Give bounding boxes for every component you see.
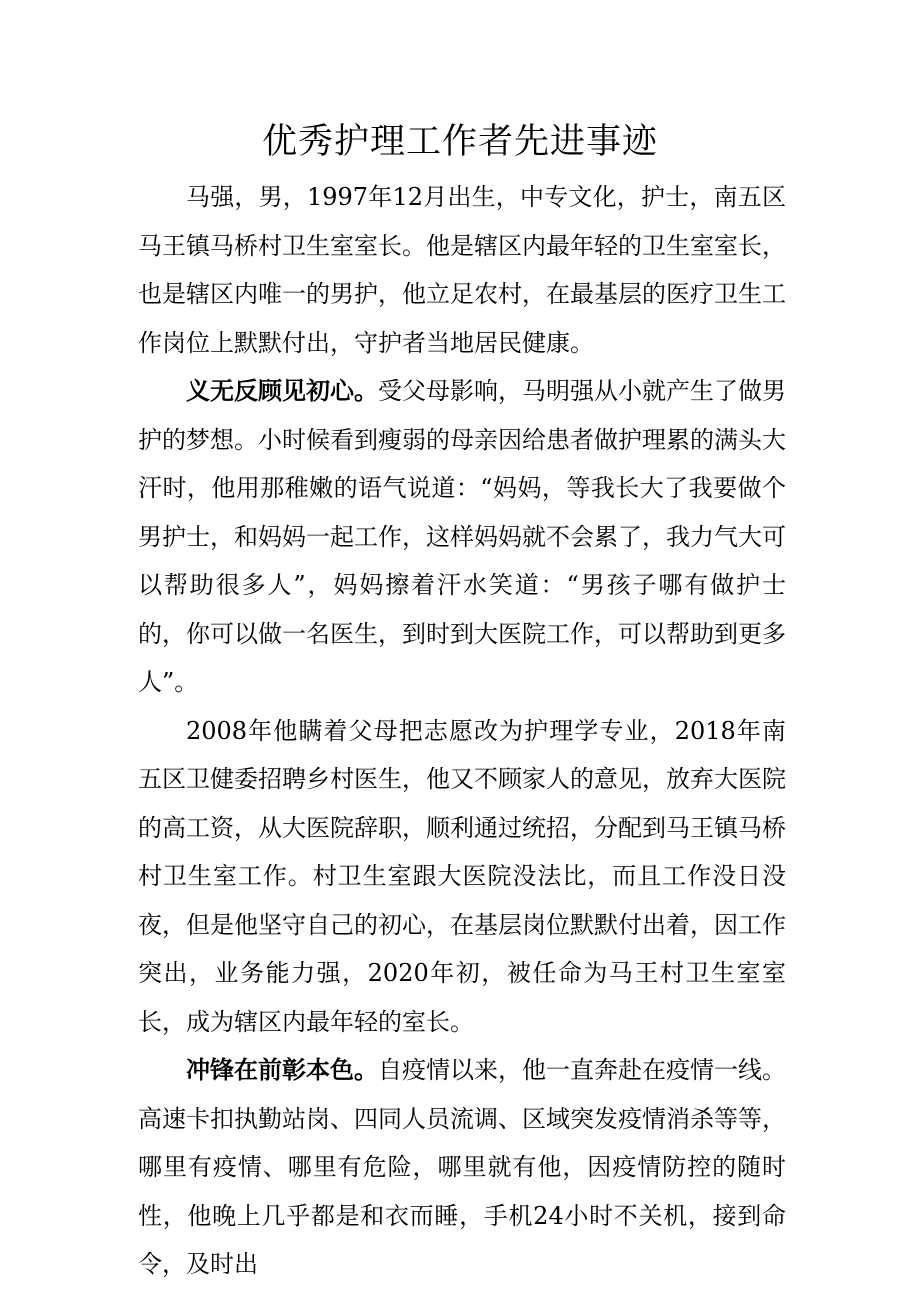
paragraph-intro: [138, 173, 786, 367]
paragraph-frontline: [138, 1046, 786, 1289]
paragraph-original-aspiration: [138, 367, 786, 707]
paragraph-lead-heading: 义无反顾见初心。: [186, 377, 378, 405]
document-body: [138, 173, 786, 1289]
paragraph-text: 自疫情以来，他一直奔赴在疫情一线。高速卡扣执勤站岗、四同人员流调、区域突发疫情消杀等等，哪里有疫情、哪里有危险，哪里就有他，因疫情防控的随时性，他晚上几乎都是和衣而睡，手机24小时不关机，接到命令，及时出: [138, 1056, 786, 1278]
paragraph-career-choice: [138, 707, 786, 1047]
paragraph-text: 受父母影响，马明强从小就产生了做男护的梦想。小时候看到瘦弱的母亲因给患者做护理累的满头大汗时，他用那稚嫩的语气说道：“妈妈，等我长大了我要做个男护士，和妈妈一起工作，这样妈妈就不会累了，我力气大可以帮助很多人”，妈妈擦着汗水笑道：“男孩子哪有做护士的，你可以做一名医生，到时到大医院工作，可以帮助到更多人”。: [138, 377, 786, 696]
document-title: 优秀护理工作者先进事迹: [261, 122, 658, 162]
paragraph-lead-heading: 冲锋在前彰本色。: [186, 1056, 378, 1084]
paragraph-text: 马强，男，1997年12月出生，中专文化，护士，南五区马王镇马桥村卫生室室长。他是辖区内最年轻的卫生室室长，也是辖区内唯一的男护，他立足农村，在最基层的医疗卫生工作岗位上默默付出，守护者当地居民健康。: [138, 183, 786, 357]
paragraph-text: 2008年他瞒着父母把志愿改为护理学专业，2018年南五区卫健委招聘乡村医生，他又不顾家人的意见，放弃大医院的高工资，从大医院辞职，顺利通过统招，分配到马王镇马桥村卫生室工作。村卫生室跟大医院没法比，而且工作没日没夜，但是他坚守自己的初心，在基层岗位默默付出着，因工作突出，业务能力强，2020年初，被任命为马王村卫生室室长，成为辖区内最年轻的室长。: [138, 716, 786, 1036]
